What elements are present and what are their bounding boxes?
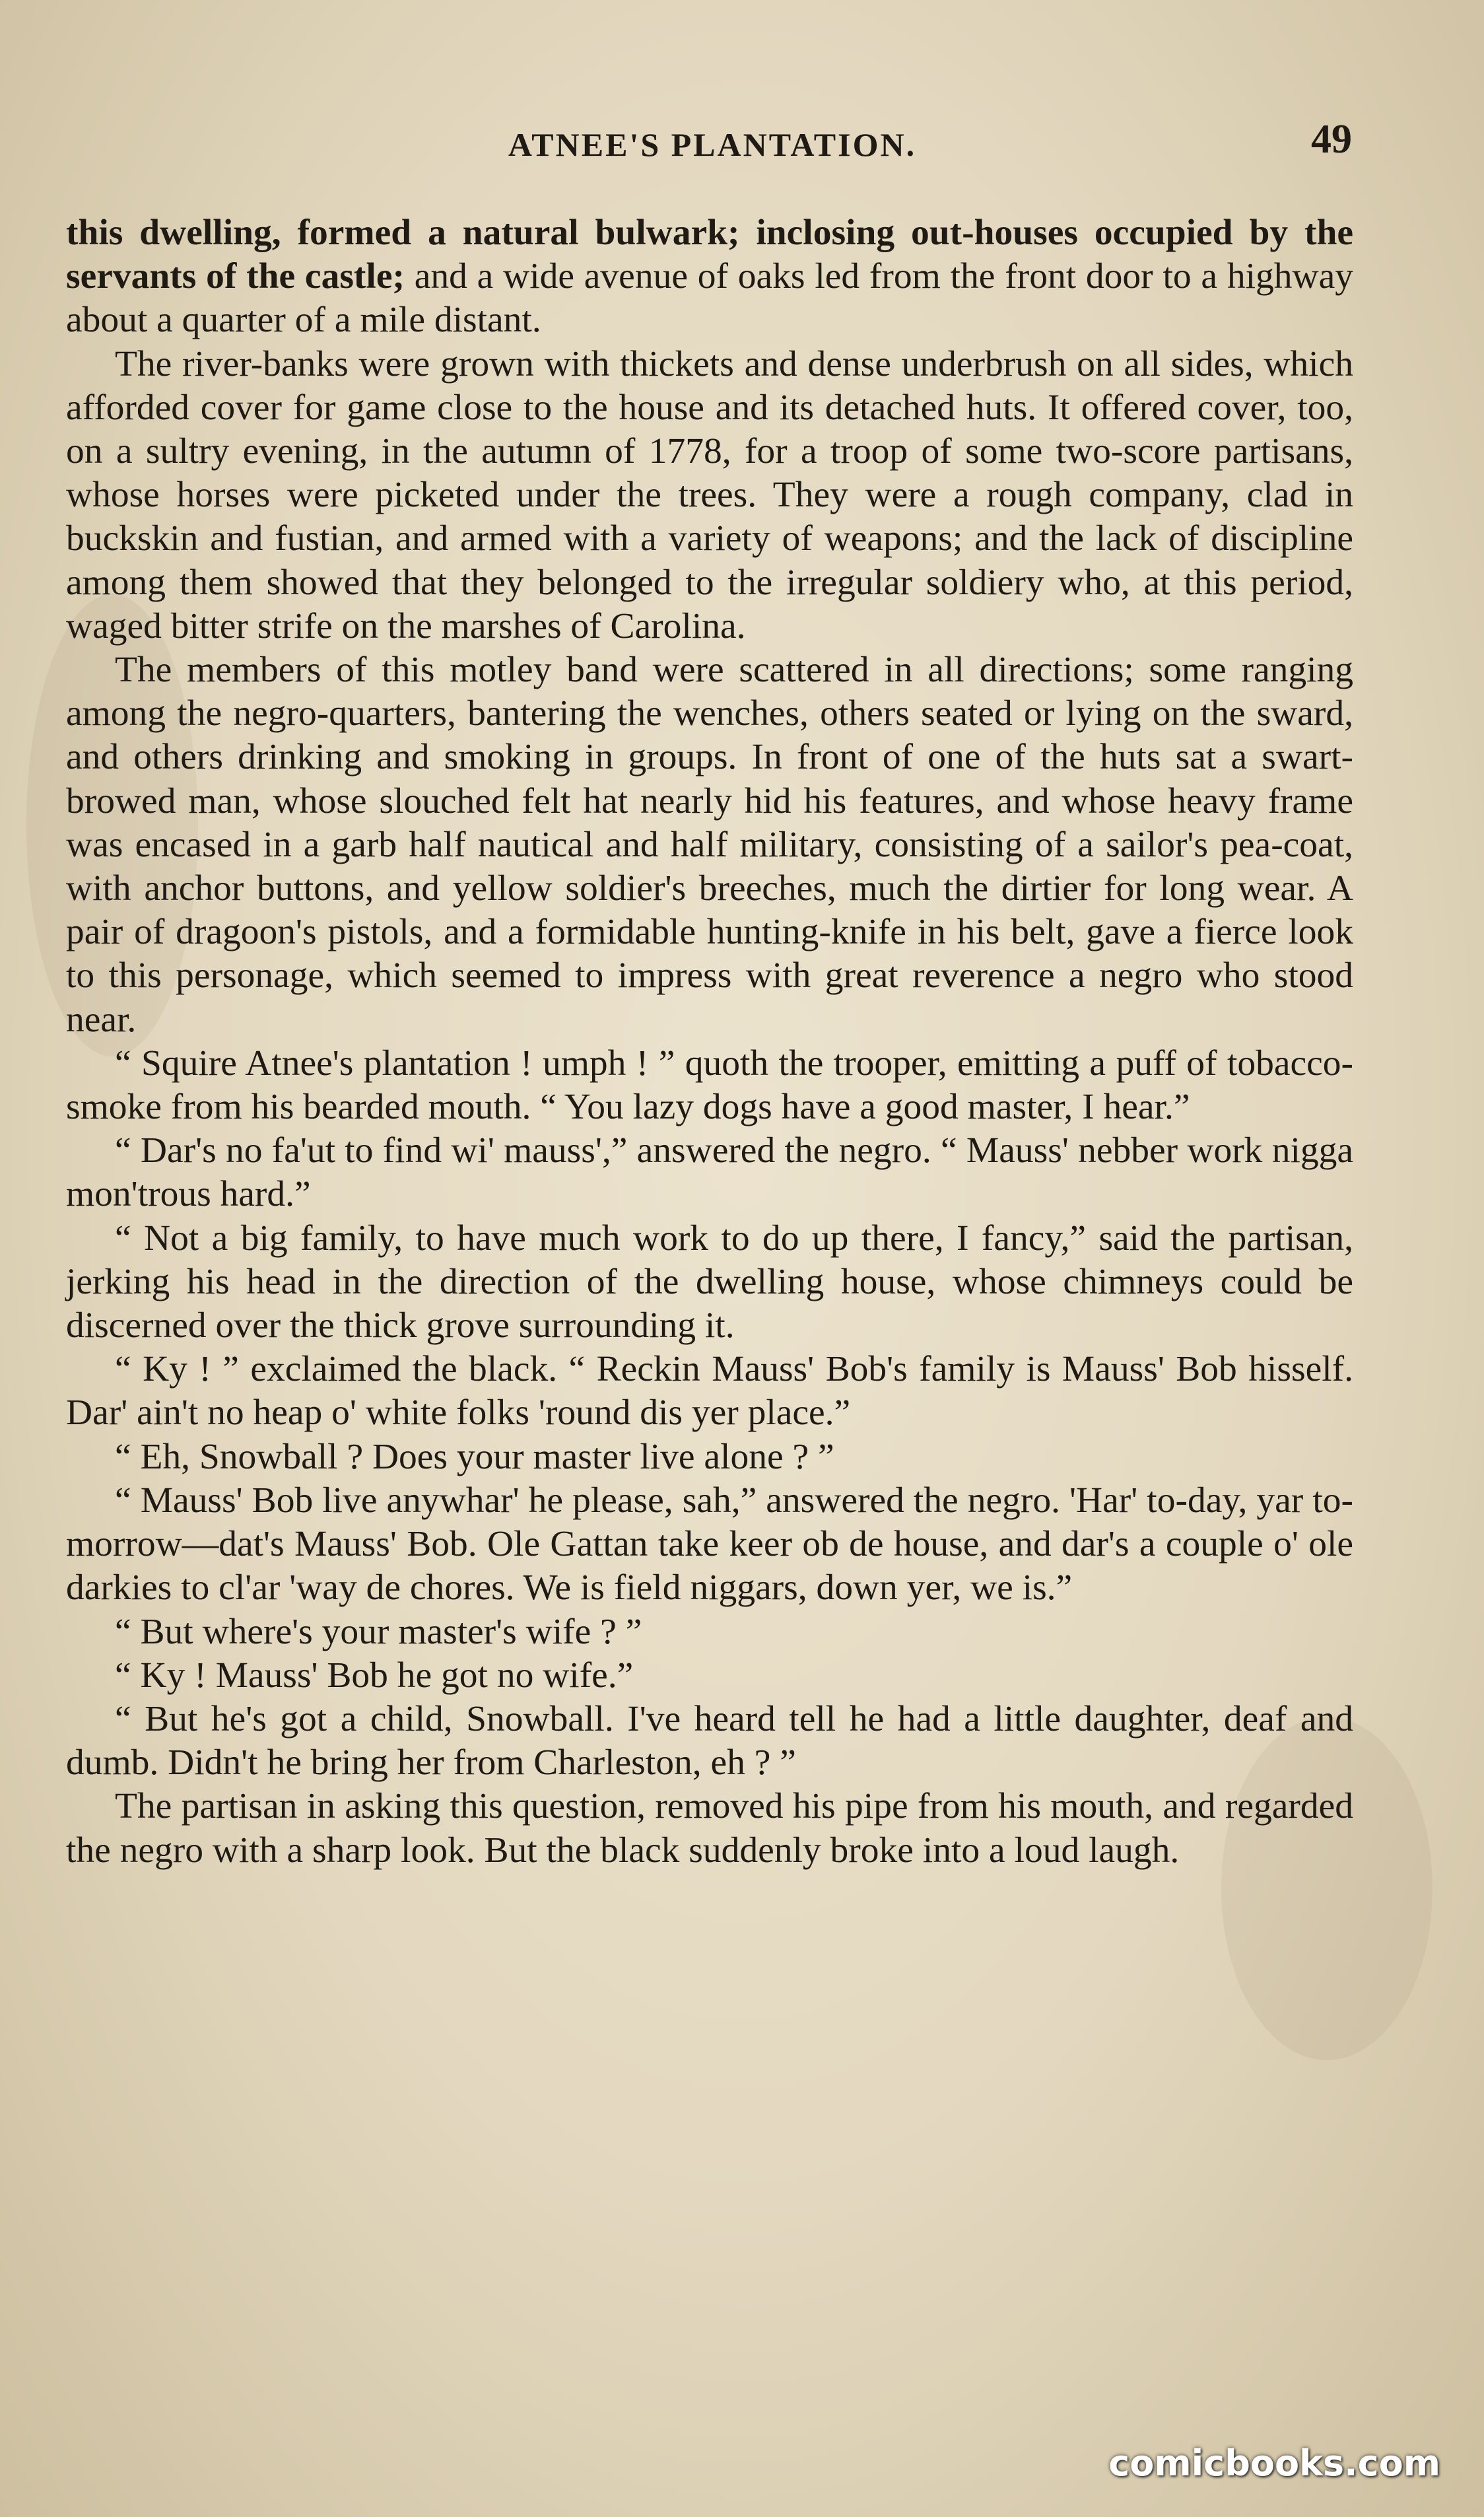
- paragraph-text: “ Eh, Snowball ? Does your master live alone ? ”: [115, 1436, 834, 1477]
- paragraph: [66, 1785, 1353, 1872]
- paragraph-text: “ Ky ! ” exclaimed the black. “ Reckin Mauss' Bob's family is Mauss' Bob hisself. Dar' ain't no heap o' white folks 'round dis yer place.”: [66, 1349, 1353, 1433]
- paragraph-text: The partisan in asking this question, removed his pipe from his mouth, and regarded the negro with a sharp look. But the black suddenly broke into a loud laugh.: [66, 1786, 1353, 1871]
- watermark-text: comicbooks.com: [1108, 2442, 1440, 2484]
- paragraph-text: The river-banks were grown with thickets and dense underbrush on all sides, which afforded cover for game close to the house and its detached huts. It offered cover, too, on a sultry evening, in the autumn of 1778, for a troop of some two-score partisans, whose horses were picketed under the trees. They were a rough company, clad in buckskin and fustian, and armed with a variety of weapons; and the lack of discipline among them showed that they belonged to the irregular soldiery who, at this period, waged bitter strife on the marshes of Carolina.: [66, 343, 1353, 646]
- page-number: 49: [1311, 117, 1352, 162]
- paragraph-text: The members of this motley band were scattered in all directions; some ranging among the negro-quarters, bantering the wenches, others seated or lying on the sward, and others drinking and smoking in groups. In front of one of the huts sat a swart-browed man, whose slouched felt hat nearly hid his features, and whose heavy frame was encased in a garb half nautical and half military, consisting of a sailor's pea-coat, with anchor buttons, and yellow soldier's breeches, much the dirtier for long wear. A pair of dragoon's pistols, and a formidable hunting-knife in his belt, gave a fierce look to this personage, which seemed to impress with great reverence a negro who stood near.: [66, 650, 1353, 1040]
- paragraph: [66, 1129, 1353, 1216]
- running-title: ATNEE'S PLANTATION.: [508, 126, 917, 163]
- paragraph: [66, 211, 1353, 343]
- paragraph-bold-lead: this dwelling, formed a natural bulwark; inclosing out-houses occupied by the servants of the castle;: [66, 213, 1353, 297]
- paragraph: [66, 1435, 1353, 1479]
- paragraph-text: “ But where's your master's wife ? ”: [115, 1611, 642, 1652]
- paragraph: [66, 1654, 1353, 1698]
- paragraph: [66, 1348, 1353, 1435]
- paragraph: [66, 1479, 1353, 1610]
- page-header: [73, 116, 1352, 176]
- paragraph: [66, 343, 1353, 648]
- paragraph-text: “ But he's got a child, Snowball. I've heard tell he had a little daughter, deaf and dumb. Didn't he bring her from Charleston, eh ? ”: [66, 1698, 1353, 1783]
- paragraph: [66, 1610, 1353, 1654]
- paragraph-text: “ Ky ! Mauss' Bob he got no wife.”: [115, 1655, 634, 1696]
- paragraph-text: and a wide avenue of oaks led from the front door to a highway about a quarter of a mile distant.: [66, 256, 1353, 341]
- paragraph-text: “ Not a big family, to have much work to do up there, I fancy,” said the partisan, jerking his head in the direction of the dwelling house, whose chimneys could be discerned over the thick grove surrounding it.: [66, 1218, 1353, 1346]
- paragraph: [66, 1698, 1353, 1785]
- paragraph: [66, 1217, 1353, 1348]
- paragraph-text: “ Dar's no fa'ut to find wi' mauss',” answered the negro. “ Mauss' nebber work nigga mon'trous hard.”: [66, 1130, 1353, 1215]
- body-text: [66, 211, 1353, 1873]
- paragraph: [66, 648, 1353, 1042]
- paragraph-text: “ Mauss' Bob live anywhar' he please, sah,” answered the negro. 'Har' to-day, yar to-morrow—dat's Mauss' Bob. Ole Gattan take keer ob de house, and dar's a couple o' ole darkies to cl'ar 'way de chores. We is field niggars, down yer, we is.”: [66, 1480, 1353, 1608]
- paragraph: [66, 1042, 1353, 1129]
- paragraph-text: “ Squire Atnee's plantation ! umph ! ” quoth the trooper, emitting a puff of tobacco-smoke from his bearded mouth. “ You lazy dogs have a good master, I hear.”: [66, 1043, 1353, 1128]
